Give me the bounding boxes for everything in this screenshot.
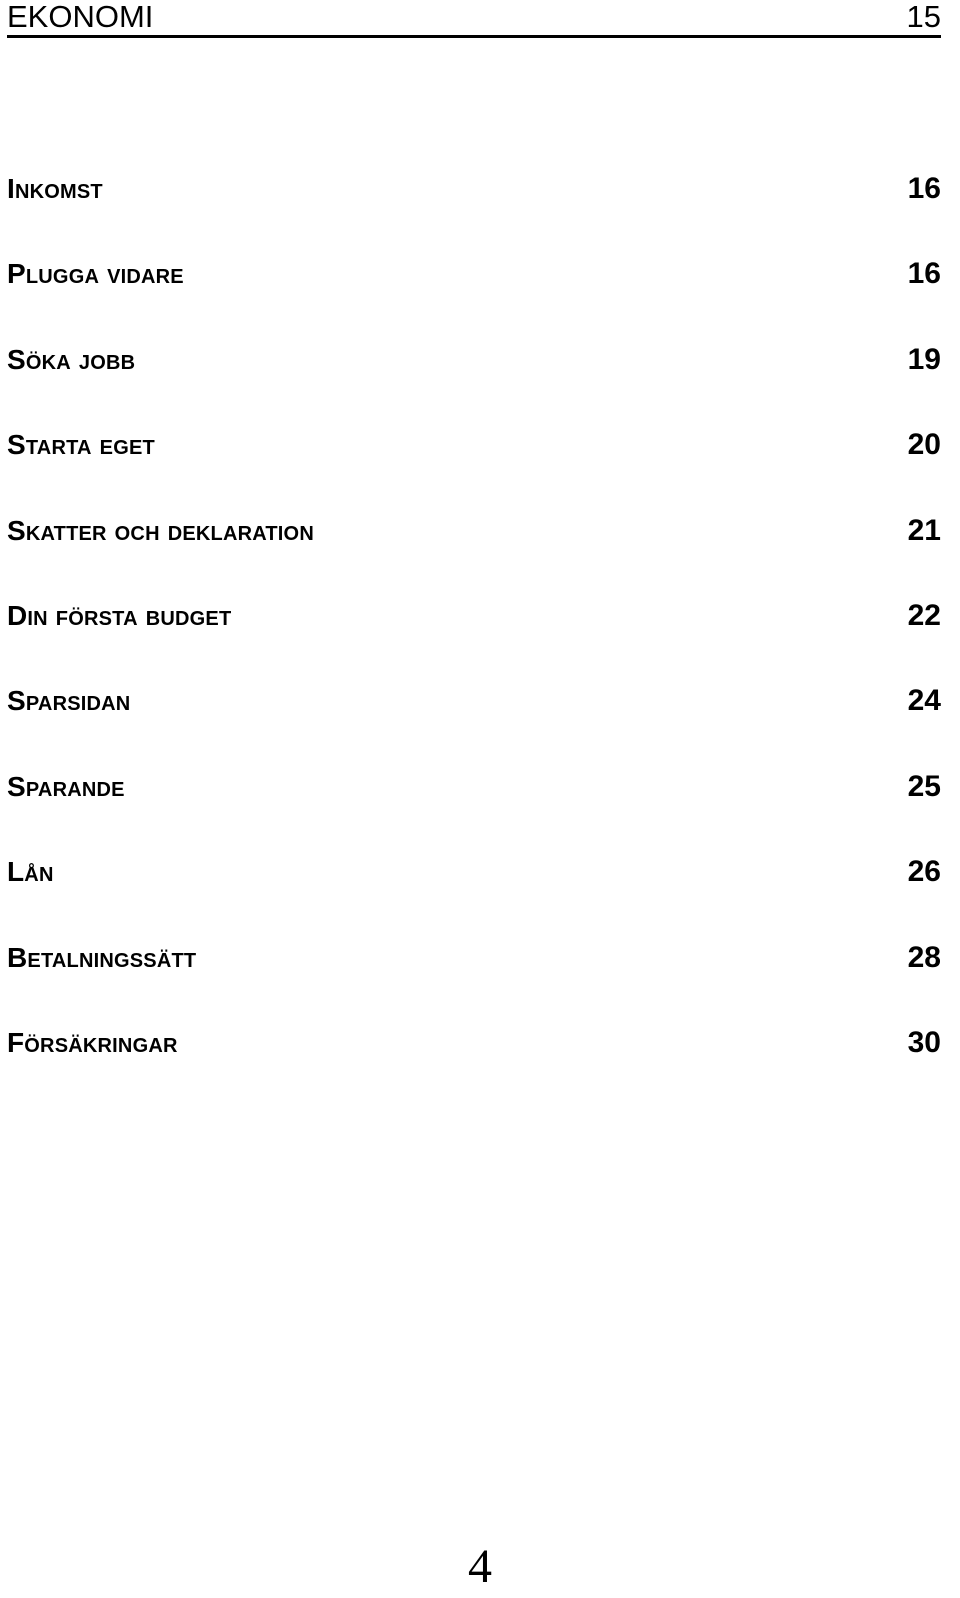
- toc-entry-page: 16: [907, 257, 941, 291]
- toc-entry-page: 26: [907, 855, 941, 889]
- toc-entry-page: 28: [907, 940, 941, 974]
- page-number: 4: [468, 1540, 492, 1593]
- toc-entry-page: 30: [907, 1025, 941, 1059]
- toc-entry-soka-jobb[interactable]: [7, 343, 941, 428]
- toc-entry-page: 20: [907, 428, 941, 462]
- toc-entry-starta-eget[interactable]: [7, 428, 941, 513]
- toc-entry-title: Plugga vidare: [7, 258, 184, 290]
- toc-entry-forsakringar[interactable]: [7, 1026, 941, 1111]
- toc-entry-page: 21: [907, 513, 941, 547]
- toc-entry-page: 16: [907, 172, 941, 205]
- toc-entry-page: 19: [907, 342, 941, 376]
- section-title: EKONOMI: [7, 0, 154, 34]
- toc-entry-skatter-och-deklaration[interactable]: [7, 514, 941, 599]
- toc-entry-plugga-vidare[interactable]: [7, 257, 941, 342]
- toc-entry-title: Försäkringar: [7, 1026, 178, 1058]
- toc-entry-title: Betalningssätt: [7, 941, 197, 973]
- toc-entry-page: 25: [907, 769, 941, 803]
- toc-entry-page: 24: [907, 684, 941, 718]
- toc-entry-sparande[interactable]: [7, 770, 941, 855]
- toc-entry-page: 22: [907, 598, 941, 632]
- toc-list: [7, 172, 941, 1111]
- toc-entry-title: Din första budget: [7, 599, 232, 631]
- toc-entry-title: Starta eget: [7, 429, 155, 461]
- toc-entry-sparsidan[interactable]: [7, 684, 941, 769]
- toc-entry-din-forsta-budget[interactable]: [7, 599, 941, 684]
- toc-entry-lan[interactable]: [7, 855, 941, 940]
- toc-entry-title: Sparande: [7, 770, 125, 802]
- toc-entry-inkomst[interactable]: [7, 172, 941, 257]
- toc-entry-betalningssatt[interactable]: [7, 941, 941, 1026]
- toc-entry-title: Inkomst: [7, 173, 103, 204]
- toc-entry-title: Söka jobb: [7, 343, 136, 375]
- toc-entry-title: Skatter och deklaration: [7, 514, 314, 546]
- toc-section-header: [7, 0, 941, 38]
- toc-entry-title: Lån: [7, 856, 54, 888]
- toc-entry-title: Sparsidan: [7, 685, 131, 717]
- section-page-number: 15: [906, 0, 941, 34]
